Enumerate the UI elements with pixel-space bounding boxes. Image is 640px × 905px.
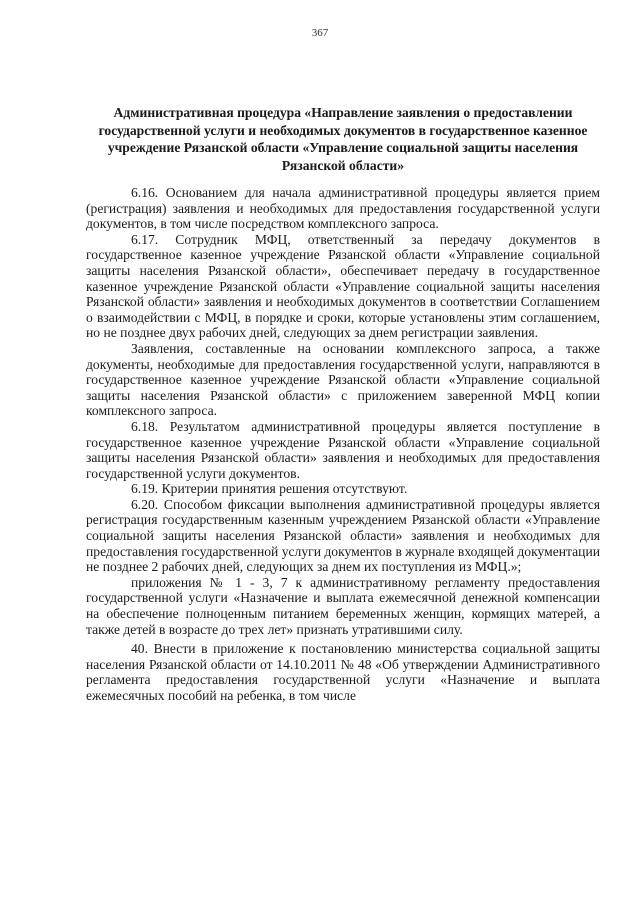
section-title: Административная процедура «Направление заявления о предоставлении государственной услуги и необходимых документов в государственное казенное учреждение Рязанской области «Управление социальной защиты населения Рязанской области» — [98, 105, 588, 173]
paragraph-6-17: 6.17. Сотрудник МФЦ, ответственный за передачу документов в государственное казенное учреждение Рязанской области «Управление социальной защиты населения Рязанской области», обеспечивает передачу в государственное казенное учреждение Рязанской области «Управление социальной защиты населения Рязанской области» заявления и необходимых документов в соответствии Соглашением о взаимодействии с МФЦ, в порядке и сроки, которые установлены этим соглашением, но не позднее двух рабочих дней, следующих за днем регистрации заявления. — [86, 231, 600, 341]
document-body — [86, 185, 600, 704]
paragraph-6-18: 6.18. Результатом административной процедуры является поступление в государственное казенное учреждение Рязанской области «Управление социальной защиты населения Рязанской области» заявления и необходимых для предоставления государственной услуги документов. — [86, 418, 600, 481]
paragraph-6-19: 6.19. Критерии принятия решения отсутствуют. — [131, 481, 408, 497]
paragraph-6-20: 6.20. Способом фиксации выполнения административной процедуры является регистрация государственным казенным учреждением Рязанской области «Управление социальной защиты населения Рязанской области» заявления и необходимых для предоставления государственной услуги документов в журнале входящей документации не позднее 2 рабочих дней, следующих за днем их поступления из МФЦ.»; — [86, 496, 600, 575]
paragraph-40: 40. Внести в приложение к постановлению министерства социальной защиты населения Рязанской области от 14.10.2011 № 48 «Об утверждении Административного регламента предоставления государственной услуги «Назначение и выплата ежемесячных пособий на ребенка, в том числе — [86, 641, 600, 703]
paragraph-complex-request: Заявления, составленные на основании комплексного запроса, а также документы, необходимые для предоставления государственной услуги, направляются в государственное казенное учреждение Рязанской области «Управление социальной защиты населения Рязанской области» с приложением заверенной МФЦ копии комплексного запроса. — [86, 340, 600, 419]
paragraph-6-16: 6.16. Основанием для начала административной процедуры является прием (регистрация) заявления и необходимых для предоставления государственной услуги документов, в том числе посредством комплексного запроса. — [86, 185, 600, 232]
page-number: 367 — [311, 27, 329, 39]
paragraph-appendices: приложения № 1 - 3, 7 к административному регламенту предоставления государственной услуги «Назначение и выплата ежемесячной денежной компенсации на обеспечение полноценным питанием беременных женщин, кормящих матерей, а также детей в возрасте до трех лет» признать утратившими силу. — [86, 574, 600, 637]
